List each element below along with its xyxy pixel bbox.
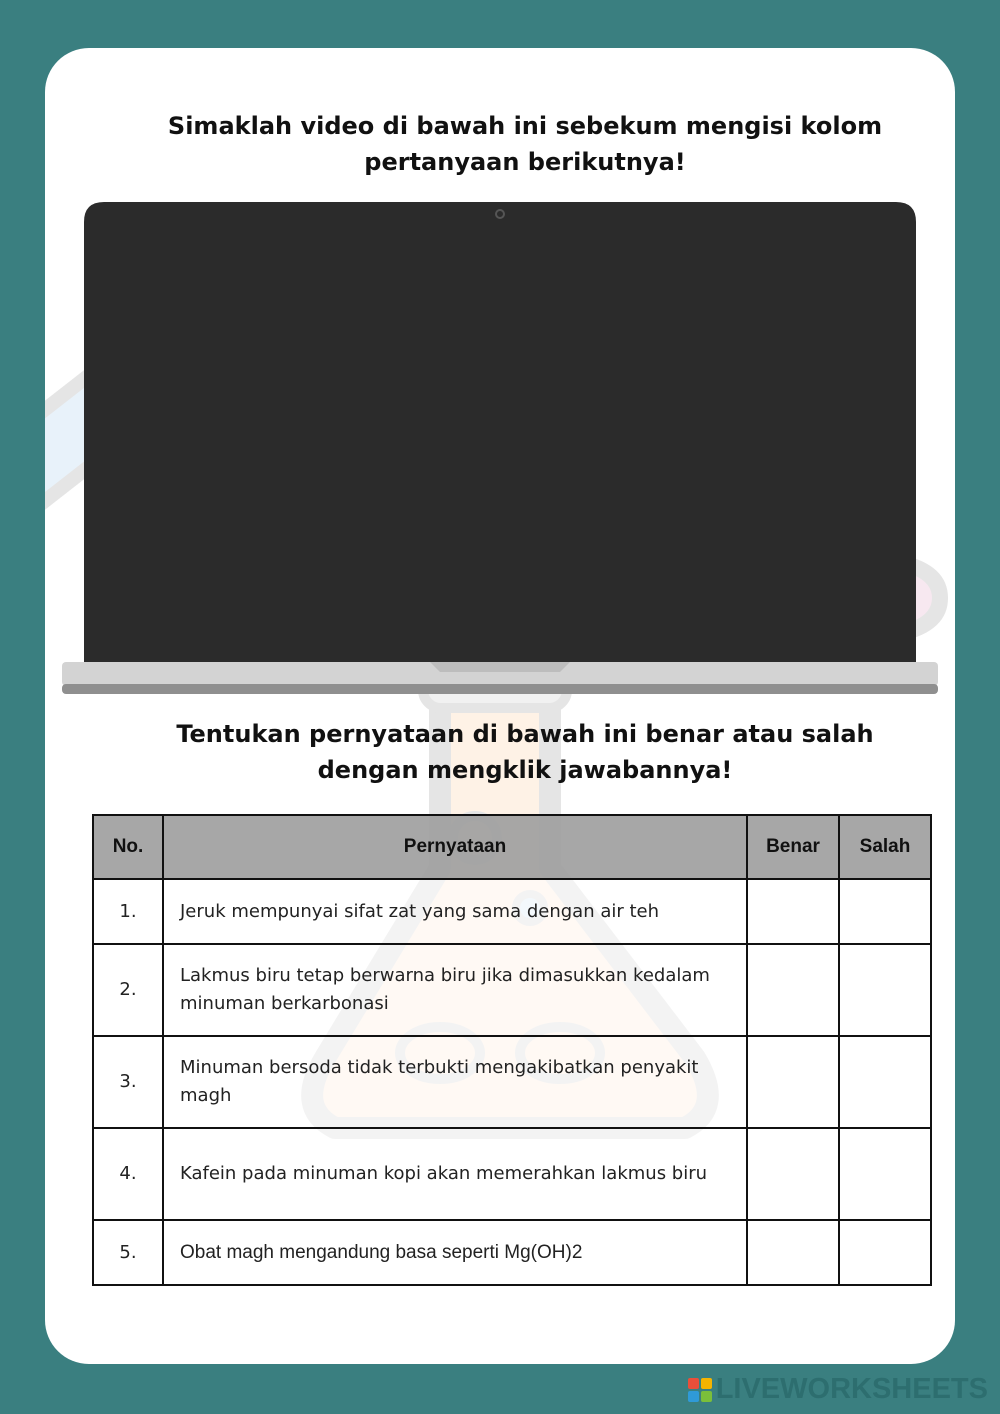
answer-false-cell[interactable] (839, 879, 931, 944)
row-number: 2. (93, 944, 163, 1036)
row-number: 5. (93, 1220, 163, 1285)
answer-true-cell[interactable] (747, 1128, 839, 1220)
row-number: 3. (93, 1036, 163, 1128)
video-instruction: Simaklah video di bawah ini sebekum mengisi kolom pertanyaan berikutnya! (167, 112, 883, 176)
table-row (93, 944, 931, 1036)
header-false: Salah (839, 815, 931, 879)
row-statement: Kafein pada minuman kopi akan memerahkan lakmus biru (163, 1128, 747, 1220)
answer-true-cell[interactable] (747, 1220, 839, 1285)
row-statement: Jeruk mempunyai sifat zat yang sama dengan air teh (163, 879, 747, 944)
answer-true-cell[interactable] (747, 879, 839, 944)
answer-true-cell[interactable] (747, 944, 839, 1036)
liveworksheets-logo[interactable] (688, 1373, 988, 1406)
row-statement: Obat magh mengandung basa seperti Mg(OH)2 (163, 1220, 747, 1285)
row-number: 4. (93, 1128, 163, 1220)
header-no: No. (93, 815, 163, 879)
table-row (93, 1128, 931, 1220)
liveworksheets-logo-icon (688, 1378, 712, 1402)
table-row (93, 1036, 931, 1128)
worksheet-card (45, 48, 955, 1364)
true-false-table (92, 814, 932, 1286)
brand-name: LIVEWORKSHEETS (715, 1373, 988, 1405)
table-row (93, 879, 931, 944)
answer-false-cell[interactable] (839, 1220, 931, 1285)
header-statement: Pernyataan (163, 815, 747, 879)
table-row (93, 1220, 931, 1285)
answer-false-cell[interactable] (839, 944, 931, 1036)
video-screen[interactable] (101, 226, 899, 641)
header-true: Benar (747, 815, 839, 879)
answer-false-cell[interactable] (839, 1036, 931, 1128)
row-number: 1. (93, 879, 163, 944)
row-statement: Lakmus biru tetap berwarna biru jika dimasukkan kedalam minuman berkarbonasi (163, 944, 747, 1036)
answer-false-cell[interactable] (839, 1128, 931, 1220)
row-statement: Minuman bersoda tidak terbukti mengakibatkan penyakit magh (163, 1036, 747, 1128)
table-instruction: Tentukan pernyataan di bawah ini benar atau salah dengan mengklik jawabannya! (176, 720, 874, 784)
answer-true-cell[interactable] (747, 1036, 839, 1128)
